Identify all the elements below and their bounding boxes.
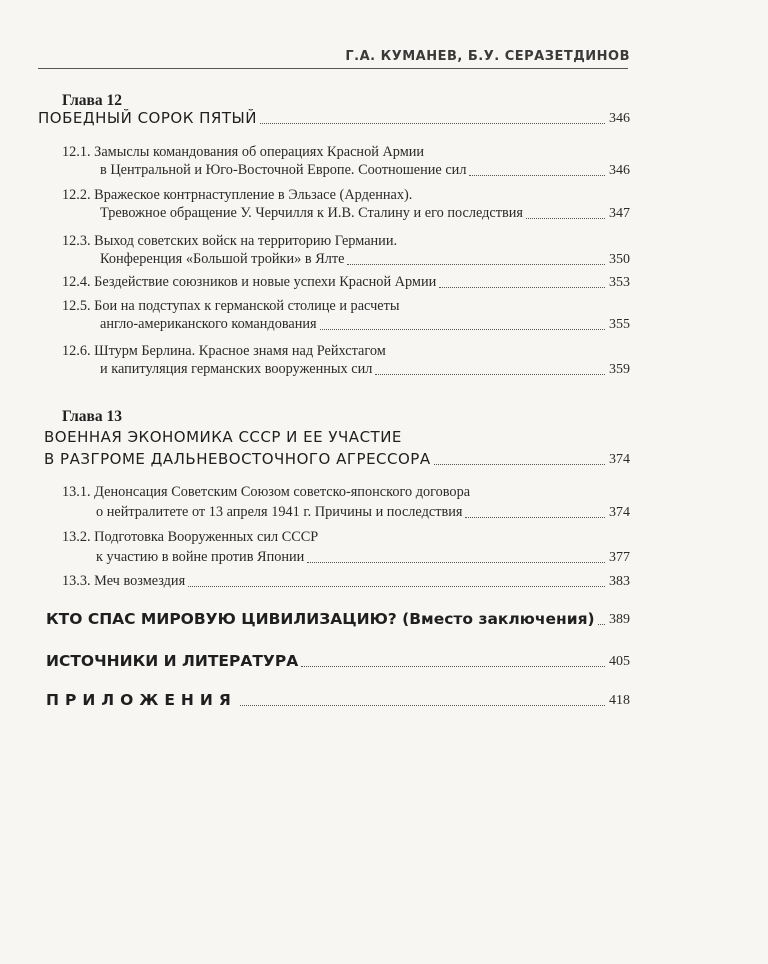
page-number: 405: [609, 654, 630, 669]
section-13-1-row[interactable]: [96, 504, 630, 521]
leader-dots: [598, 624, 605, 625]
chapter-13-title-line1[interactable]: ВОЕННАЯ ЭКОНОМИКА СССР И ЕЕ УЧАСТИЕ: [44, 428, 402, 446]
page-number: 374: [609, 505, 630, 520]
leader-dots: [301, 666, 605, 667]
section-12-6-row[interactable]: [100, 361, 630, 378]
header-rule: [38, 68, 628, 69]
leader-dots: [188, 586, 605, 587]
leader-dots: [307, 562, 605, 563]
section-13-3-title: 13.3. Меч возмездия: [62, 573, 186, 589]
section-12-4-title: 12.4. Бездействие союзников и новые успехи Красной Армии: [62, 274, 437, 290]
chapter-12-label: Глава 12: [62, 92, 123, 109]
leader-dots: [375, 374, 605, 375]
page-number: 353: [609, 275, 630, 290]
section-12-1-line1[interactable]: 12.1. Замыслы командования об операциях Красной Армии: [62, 144, 425, 160]
section-13-1-line2: о нейтралитете от 13 апреля 1941 г. Причины и последствия: [96, 504, 463, 520]
leader-dots: [526, 218, 605, 219]
page-number: 350: [609, 252, 630, 267]
section-12-2-row[interactable]: [100, 205, 630, 222]
page-number: 359: [609, 362, 630, 377]
section-12-5-line2: англо-американского командования: [100, 316, 317, 332]
section-12-3-line1[interactable]: 12.3. Выход советских войск на территорию Германии.: [62, 233, 398, 249]
leader-dots: [320, 329, 605, 330]
section-12-5-row[interactable]: [100, 316, 630, 333]
section-12-2-line2: Тревожное обращение У. Черчилля к И.В. Сталину и его последствия: [100, 205, 523, 221]
page-number: 346: [609, 111, 630, 126]
conclusion-title: КТО СПАС МИРОВУЮ ЦИВИЛИЗАЦИЮ? (Вместо заключения): [46, 610, 595, 628]
leader-dots: [347, 264, 605, 265]
chapter-12-title-row[interactable]: [38, 109, 630, 127]
sources-row[interactable]: [46, 652, 630, 670]
page-number: 377: [609, 550, 630, 565]
conclusion-row[interactable]: [46, 610, 630, 628]
leader-dots: [240, 705, 605, 706]
page-number: 346: [609, 163, 630, 178]
page-number: 418: [609, 693, 630, 708]
sources-title: ИСТОЧНИКИ И ЛИТЕРАТУРА: [46, 652, 299, 670]
appendices-title: ПРИЛОЖЕНИЯ: [46, 691, 237, 709]
chapter-13-title-row[interactable]: [44, 450, 630, 468]
page-number: 347: [609, 206, 630, 221]
running-head-authors: Г.А. КУМАНЕВ, Б.У. СЕРАЗЕТДИНОВ: [345, 49, 630, 64]
section-12-1-row[interactable]: [100, 162, 630, 179]
page-number: 374: [609, 452, 630, 467]
section-13-2-line1[interactable]: 13.2. Подготовка Вооруженных сил СССР: [62, 529, 319, 545]
chapter-12-title: ПОБЕДНЫЙ СОРОК ПЯТЫЙ: [38, 109, 257, 127]
section-12-3-line2: Конференция «Большой тройки» в Ялте: [100, 251, 345, 267]
leader-dots: [469, 175, 605, 176]
section-13-2-row[interactable]: [96, 549, 630, 566]
section-13-2-line2: к участию в войне против Японии: [96, 549, 305, 565]
section-13-3-row[interactable]: [62, 573, 630, 590]
chapter-13-title-line2: В РАЗГРОМЕ ДАЛЬНЕВОСТОЧНОГО АГРЕССОРА: [44, 450, 431, 468]
section-12-2-line1[interactable]: 12.2. Вражеское контрнаступление в Эльзасе (Арденнах).: [62, 187, 413, 203]
section-12-6-line1[interactable]: 12.6. Штурм Берлина. Красное знамя над Рейхстагом: [62, 343, 386, 359]
section-12-3-row[interactable]: [100, 251, 630, 268]
section-12-5-line1[interactable]: 12.5. Бои на подступах к германской столице и расчеты: [62, 298, 400, 314]
chapter-13-label: Глава 13: [62, 408, 123, 425]
section-12-4-row[interactable]: [62, 274, 630, 291]
page-number: 389: [609, 612, 630, 627]
section-13-1-line1[interactable]: 13.1. Денонсация Советским Союзом советско-японского договора: [62, 484, 471, 500]
page-number: 355: [609, 317, 630, 332]
section-12-1-line2: в Центральной и Юго-Восточной Европе. Соотношение сил: [100, 162, 467, 178]
leader-dots: [465, 517, 605, 518]
appendices-row[interactable]: [46, 691, 630, 709]
leader-dots: [434, 464, 605, 465]
leader-dots: [439, 287, 605, 288]
section-12-6-line2: и капитуляция германских вооруженных сил: [100, 361, 373, 377]
page-number: 383: [609, 574, 630, 589]
leader-dots: [260, 123, 605, 124]
